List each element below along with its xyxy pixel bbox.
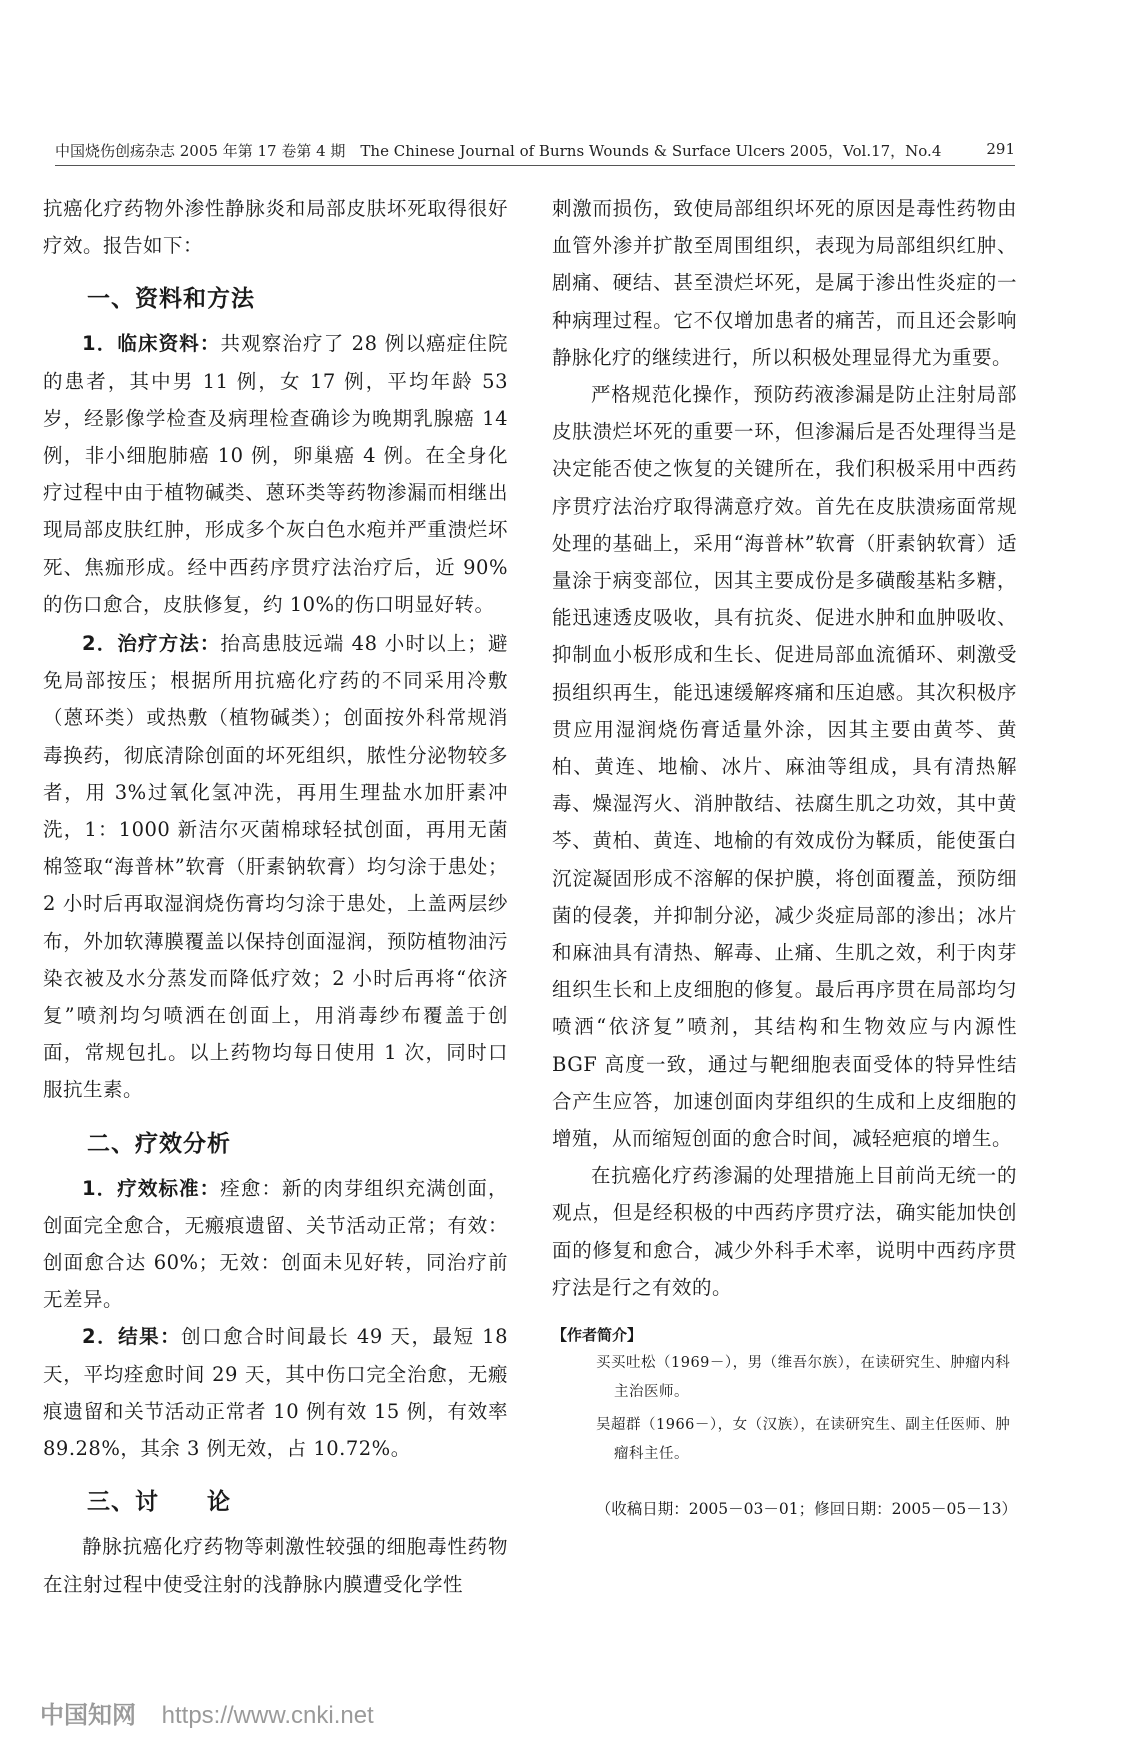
clinical-data-label: 1．临床资料：	[82, 332, 221, 356]
clinical-data-paragraph	[43, 325, 508, 623]
watermark-footer	[40, 1695, 374, 1730]
author-info-heading: 【作者简介】	[552, 1326, 643, 1345]
author-bio-1: 买买吐松（1969－），男（维吾尔族），在读研究生、肿瘤内科主治医师。	[596, 1355, 1011, 1401]
right-column	[552, 190, 1017, 1519]
author-bio-2: 吴超群（1966－），女（汉族），在读研究生、副主任医师、肿瘤科主任。	[596, 1417, 1011, 1463]
header-rule	[55, 165, 1015, 166]
cnki-logo-text: 中国知网	[40, 1701, 136, 1729]
journal-citation: 中国烧伤创疡杂志 2005 年第 17 卷第 4 期 The Chinese Journal of Burns Wounds & Surface Ulcers 2005，Vol.17，No.4	[55, 142, 942, 160]
treatment-method-label: 2．治疗方法：	[82, 632, 221, 656]
criteria-text: 痊愈：新的肉芽组织充满创面，创面完全愈合，无瘢痕遗留、关节活动正常；有效：创面愈合达 60%；无效：创面未见好转，同治疗前无差异。	[43, 1176, 508, 1312]
result-paragraph	[43, 1318, 508, 1467]
section-2-title: 二、疗效分析	[87, 1130, 231, 1157]
cnki-url: https://www.cnki.net	[161, 1702, 374, 1729]
clinical-data-text: 共观察治疗了 28 例以癌症住院的患者，其中男 11 例，女 17 例，平均年龄 53 岁，经影像学检查及病理检查确诊为晚期乳腺癌 14 例，非小细胞肺癌 10 例，卵巢癌 4 例。在全身化疗过程中由于植物碱类、蒽环类等药物渗漏而相继出现局部皮肤红肿，形成多个灰白色水疱并严重溃烂坏死、焦痂形成。经中西药序贯疗法治疗后，近 90%的伤口愈合，皮肤修复，约 10%的伤口明显好转。	[43, 332, 508, 616]
treatment-discussion-paragraph: 严格规范化操作，预防药液渗漏是防止注射局部皮肤溃烂坏死的重要一环，但渗漏后是否处理得当是决定能否使之恢复的关键所在，我们积极采用中西药序贯疗法治疗取得满意疗效。首先在皮肤溃疡面常规处理的基础上，采用“海普林”软膏（肝素钠软膏）适量涂于病变部位，因其主要成份是多磺酸基粘多糖，能迅速透皮吸收，具有抗炎、促进水肿和血肿吸收、抑制血小板形成和生长、促进局部血流循环、刺激受损组织再生，能迅速缓解疼痛和压迫感。其次积极序贯应用湿润烧伤膏适量外涂，因其主要由黄芩、黄柏、黄连、地榆、冰片、麻油等组成，具有清热解毒、燥湿泻火、消肿散结、祛腐生肌之功效，其中黄芩、黄柏、黄连、地榆的有效成份为鞣质，能使蛋白沉淀凝固形成不溶解的保护膜，将创面覆盖，预防细菌的侵袭，并抑制分泌，减少炎症局部的渗出；冰片和麻油具有清热、解毒、止痛、生肌之效，利于肉芽组织生长和上皮细胞的修复。最后再序贯在局部均匀喷洒“依济复”喷剂，其结构和生物效应与内源性 BGF 高度一致，通过与靶细胞表面受体的特异性结合产生应答，加速创面肉芽组织的生成和上皮细胞的增殖，从而缩短创面的愈合时间，减轻疤痕的增生。	[552, 383, 1017, 1151]
criteria-label: 1．疗效标准：	[82, 1176, 221, 1200]
treatment-method-text: 抬高患肢远端 48 小时以上；避免局部按压；根据所用抗癌化疗药的不同采用冷敷（蒽环类）或热敷（植物碱类）；创面按外科常规消毒换药，彻底清除创面的坏死组织，脓性分泌物较多者，用 3%过氧化氢冲洗，再用生理盐水加肝素冲洗，1：1000 新洁尔灭菌棉球轻拭创面，再用无菌棉签取“海普林”软膏（肝素钠软膏）均匀涂于患处；2 小时后再取湿润烧伤膏均匀涂于患处，上盖两层纱布，外加软薄膜覆盖以保持创面湿润，预防植物油污染衣被及水分蒸发而降低疗效；2 小时后再将“依济复”喷剂均匀喷洒在创面上，用消毒纱布覆盖于创面，常规包扎。以上药物均每日使用 1 次，同时口服抗生素。	[43, 632, 508, 1102]
section-3-title: 三、讨 论	[87, 1489, 231, 1516]
section-1-title: 一、资料和方法	[87, 286, 255, 313]
discussion-continued-paragraph: 刺激而损伤，致使局部组织坏死的原因是毒性药物由血管外渗并扩散至周围组织，表现为局部组织红肿、剧痛、硬结、甚至溃烂坏死，是属于渗出性炎症的一种病理过程。它不仅增加患者的痛苦，而且还会影响静脉化疗的继续进行，所以积极处理显得尤为重要。	[552, 197, 1017, 369]
page-number: 291	[986, 140, 1015, 158]
intro-paragraph: 抗癌化疗药物外渗性静脉炎和局部皮肤坏死取得很好疗效。报告如下：	[43, 197, 508, 258]
left-column	[43, 190, 508, 1603]
discussion-paragraph: 静脉抗癌化疗药物等刺激性较强的细胞毒性药物在注射过程中使受注射的浅静脉内膜遭受化学性	[43, 1535, 508, 1596]
result-text: 创口愈合时间最长 49 天，最短 18 天，平均痊愈时间 29 天，其中伤口完全治愈，无瘢痕遗留和关节活动正常者 10 例有效 15 例，有效率 89.28%，其余 3 例无效，占 10.72%。	[43, 1325, 508, 1461]
conclusion-paragraph: 在抗癌化疗药渗漏的处理措施上目前尚无统一的观点，但是经积极的中西药序贯疗法，确实能加快创面的修复和愈合，减少外科手术率，说明中西药序贯疗法是行之有效的。	[552, 1164, 1017, 1299]
received-revised-dates: （收稿日期：2005－03－01；修回日期：2005－05－13）	[595, 1500, 1017, 1519]
running-header	[55, 140, 1015, 164]
treatment-method-paragraph	[43, 625, 508, 1109]
result-label: 2．结果：	[82, 1325, 182, 1349]
criteria-paragraph	[43, 1170, 508, 1319]
